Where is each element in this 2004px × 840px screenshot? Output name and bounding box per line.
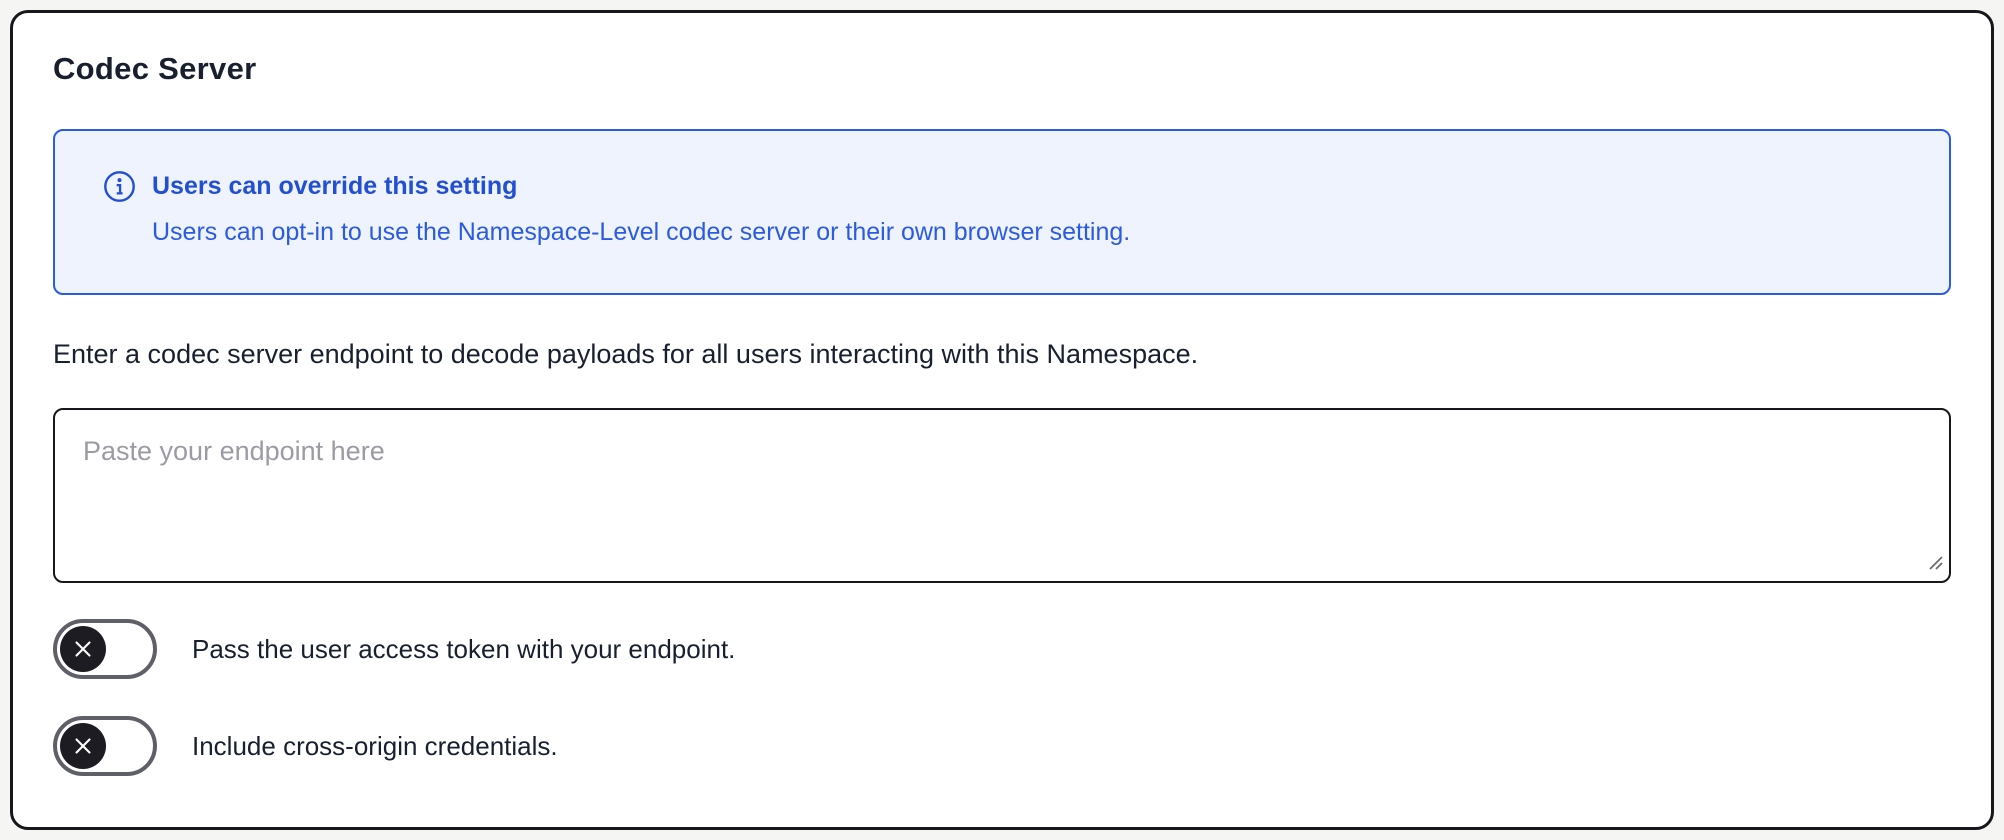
x-icon xyxy=(71,734,95,758)
x-icon xyxy=(71,637,95,661)
info-icon xyxy=(103,170,136,208)
cross-origin-toggle-row xyxy=(53,716,1951,776)
override-info-banner xyxy=(53,129,1951,295)
access-token-toggle-label: Pass the user access token with your endpoint. xyxy=(192,633,736,664)
access-token-toggle[interactable] xyxy=(53,619,157,679)
textarea-resize-handle-icon[interactable] xyxy=(1926,553,1944,576)
info-banner-title: Users can override this setting xyxy=(152,172,518,200)
toggle-knob xyxy=(60,723,106,769)
cross-origin-toggle[interactable] xyxy=(53,716,157,776)
info-banner-text xyxy=(152,169,1130,249)
endpoint-input[interactable] xyxy=(53,408,1951,583)
page-title: Codec Server xyxy=(53,51,257,86)
cross-origin-toggle-label: Include cross-origin credentials. xyxy=(192,730,558,761)
info-banner-description: Users can opt-in to use the Namespace-Level codec server or their own browser setting. xyxy=(152,218,1131,246)
endpoint-instruction: Enter a codec server endpoint to decode payloads for all users interacting with this Namespace. xyxy=(53,339,1199,369)
access-token-toggle-row xyxy=(53,619,1951,679)
toggle-knob xyxy=(60,626,106,672)
codec-server-card xyxy=(10,10,1994,830)
endpoint-input-wrap xyxy=(53,408,1951,583)
